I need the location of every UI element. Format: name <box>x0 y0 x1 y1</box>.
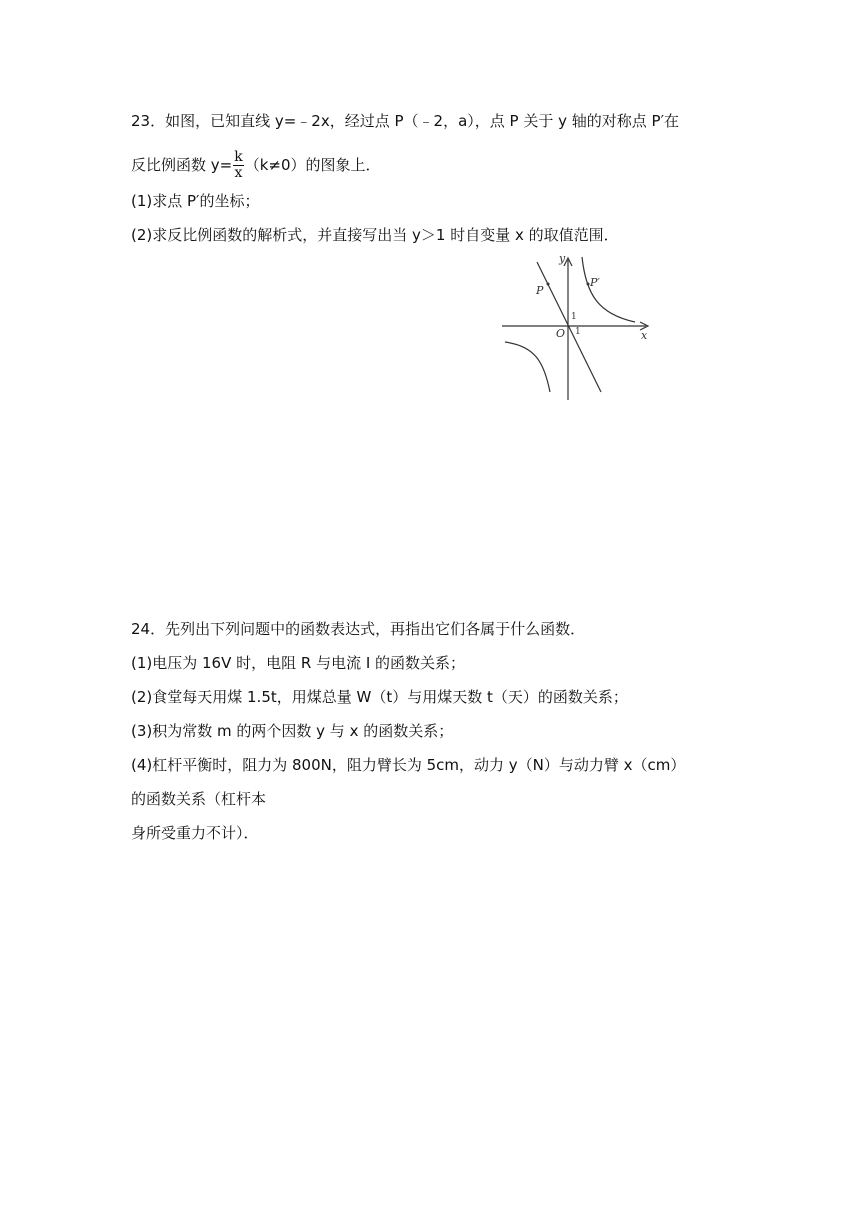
coordinate-figure <box>500 252 655 404</box>
q24-sub4-line3: 身所受重力不计）． <box>131 824 259 842</box>
tick-y-1: 1 <box>571 312 577 322</box>
label-y: y <box>559 252 566 265</box>
q24-sub4-line1: (4)杠杆平衡时，阻力为 800N，阻力臂长为 5cm，动力 y（N）与动力臂 x（cm） <box>131 756 686 774</box>
label-x: x <box>641 329 648 342</box>
q23-line2 <box>131 150 381 181</box>
label-origin: O <box>556 327 566 340</box>
fraction-k-over-x <box>233 150 243 181</box>
q24-sub4-line2: 的函数关系（杠杆本 <box>131 790 267 808</box>
label-p: P <box>536 284 544 297</box>
q24-line1: 24．先列出下列问题中的函数表达式，再指出它们各属于什么函数． <box>131 620 586 638</box>
hyperbola-branch-q1 <box>582 257 635 322</box>
q24-sub1: (1)电压为 16V 时，电阻 R 与电流 I 的函数关系； <box>131 654 466 672</box>
fraction-numerator: k <box>234 149 243 165</box>
q23-line2-pre: 反比例函数 y= <box>131 156 233 174</box>
q23-sub2: (2)求反比例函数的解析式，并直接写出当 y＞1 时自变量 x 的取值范围． <box>131 226 619 244</box>
tick-x-1: 1 <box>575 327 581 337</box>
q24-sub3: (3)积为常数 m 的两个因数 y 与 x 的函数关系； <box>131 722 454 740</box>
q23-sub1: (1)求点 P′的坐标； <box>131 192 260 210</box>
q23-line2-post: （k≠0）的图象上． <box>244 156 381 174</box>
label-p-prime: P′ <box>590 276 600 289</box>
hyperbola-branch-q3 <box>505 342 550 392</box>
point-p <box>547 283 550 286</box>
fraction-denominator: x <box>234 165 243 181</box>
q23-line1: 23．如图，已知直线 y=﹣2x，经过点 P（﹣2，a），点 P 关于 y 轴的对称点 P′在 <box>131 112 679 130</box>
q24-sub2: (2)食堂每天用煤 1.5t，用煤总量 W（t）与用煤天数 t（天）的函数关系； <box>131 688 628 706</box>
